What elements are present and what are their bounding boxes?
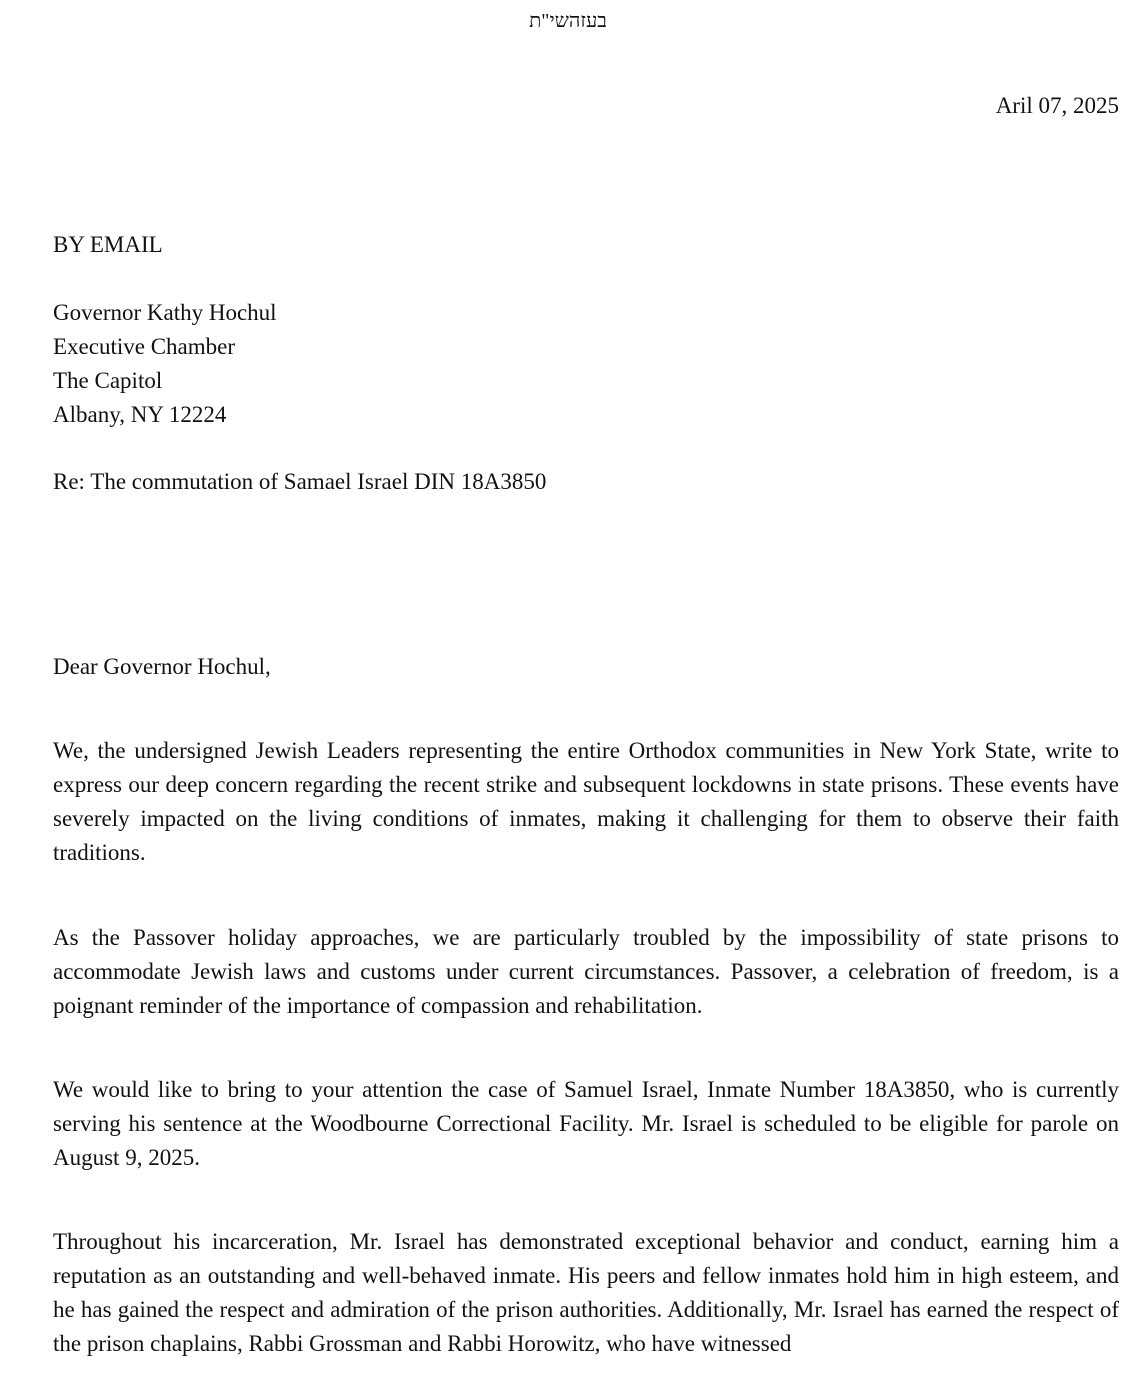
recipient-address [53, 296, 1119, 432]
recipient-office: Executive Chamber [53, 334, 236, 359]
recipient-city: Albany, NY 12224 [53, 402, 227, 427]
hebrew-header: בעזהשי"ת [529, 10, 607, 32]
letter-date: Aril 07, 2025 [995, 93, 1119, 118]
recipient-name: Governor Kathy Hochul [53, 300, 277, 325]
recipient-building: The Capitol [53, 368, 163, 393]
subject-line: Re: The commutation of Samael Israel DIN 18A3850 [53, 469, 547, 494]
salutation: Dear Governor Hochul, [53, 654, 271, 679]
paragraph: Throughout his incarceration, Mr. Israel has demonstrated exceptional behavior and conduct, earning him a reputation as an outstanding and well-behaved inmate. His peers and fellow inmates hold him in high esteem, and he has gained the respect and admiration of the prison authorities. Additionally, Mr. Israel has earned the respect of the prison chaplains, Rabbi Grossman and Rabbi Horowitz, who have witnessed [53, 1229, 1119, 1356]
paragraph: As the Passover holiday approaches, we are particularly troubled by the impossibility of state prisons to accommodate Jewish laws and customs under current circumstances. Passover, a celebration of freedom, is a poignant reminder of the importance of compassion and rehabilitation. [53, 925, 1119, 1018]
paragraph: We, the undersigned Jewish Leaders representing the entire Orthodox communities in New York State, write to express our deep concern regarding the recent strike and subsequent lockdowns in state prisons. These events have severely impacted on the living conditions of inmates, making it challenging for them to observe their faith traditions. [53, 738, 1119, 865]
paragraph: We would like to bring to your attention the case of Samuel Israel, Inmate Number 18A3850, who is currently serving his sentence at the Woodbourne Correctional Facility. Mr. Israel is scheduled to be eligible for parole on August 9, 2025. [53, 1077, 1119, 1170]
delivery-method: BY EMAIL [53, 232, 163, 257]
